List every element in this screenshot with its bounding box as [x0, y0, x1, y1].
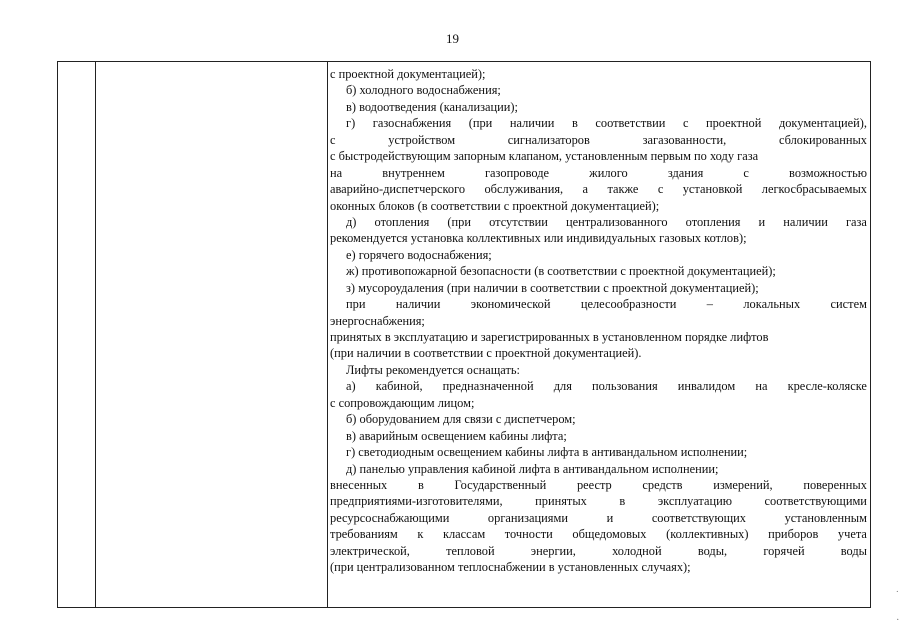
text-segment: с быстродействующим запорным клапаном, установленным первым по ходу газа	[330, 149, 759, 164]
text-line	[330, 230, 867, 246]
text-segment: проектной	[705, 116, 762, 131]
text-segment: г) светодиодным освещением кабины лифта в антивандальном исполнении;	[346, 445, 748, 460]
text-line	[330, 510, 867, 526]
text-segment: принятых в эксплуатацию и зарегистрированных в установленном порядке лифтов	[330, 330, 769, 344]
page-number: 19	[446, 31, 459, 46]
table-column-divider	[95, 61, 96, 608]
text-line	[330, 132, 867, 148]
text-line	[330, 378, 867, 394]
text-segment: для	[553, 379, 572, 394]
text-segment: систем	[830, 297, 867, 312]
text-segment: е) горячего водоснабжения;	[346, 247, 492, 262]
text-segment: при	[346, 297, 366, 312]
text-segment: требованиям	[330, 527, 398, 542]
text-segment: отопления	[374, 214, 430, 229]
table-column-divider	[327, 61, 328, 608]
text-segment: кресле-коляске	[787, 379, 867, 394]
text-segment: с	[682, 116, 689, 131]
text-line	[330, 395, 867, 411]
text-segment: предприятиями-изготовителями,	[330, 494, 503, 509]
text-segment: а)	[346, 379, 356, 394]
text-segment: инвалидом	[677, 379, 736, 394]
text-segment: измерений,	[713, 477, 773, 492]
text-segment: средств	[642, 477, 683, 492]
text-line	[330, 313, 867, 329]
text-segment: обслуживания,	[484, 182, 564, 197]
text-segment: внесенных	[330, 477, 388, 492]
text-segment: ресурсоснабжающими	[330, 510, 450, 525]
text-segment: возможностью	[789, 165, 867, 180]
text-segment: наличии	[395, 297, 441, 312]
text-segment: соответствии	[595, 116, 666, 131]
text-segment: энергоснабжения;	[330, 313, 425, 328]
text-segment: (при централизованном теплоснабжении в установленных случаях);	[330, 560, 691, 575]
text-line	[330, 329, 867, 345]
text-segment: отсутствии	[489, 214, 548, 229]
text-segment: –	[706, 297, 713, 312]
text-segment: установленным	[784, 510, 867, 525]
text-segment: в) водоотведения (канализации);	[346, 99, 518, 114]
text-line	[330, 181, 867, 197]
text-line	[330, 296, 867, 312]
text-segment: Государственный	[454, 477, 547, 492]
text-line	[330, 214, 867, 230]
text-line	[330, 99, 867, 115]
text-segment: ж) противопожарной безопасности (в соответствии с проектной документацией);	[346, 264, 776, 279]
text-segment: воды,	[697, 543, 728, 558]
text-segment: отопления	[685, 214, 741, 229]
text-segment: устройством	[388, 132, 456, 147]
text-line	[330, 559, 867, 575]
text-line	[330, 280, 867, 296]
text-line	[330, 543, 867, 559]
text-segment: сблокированных	[778, 132, 867, 147]
text-segment: (при	[447, 214, 472, 229]
text-segment: а	[582, 182, 589, 197]
text-segment: воды	[840, 543, 867, 558]
margin-mark: .	[896, 612, 899, 623]
text-segment: газоснабжения	[372, 116, 452, 131]
text-segment: газопроводе	[484, 165, 549, 180]
text-segment: и	[606, 510, 614, 525]
text-segment: г)	[346, 116, 356, 131]
text-segment: с	[657, 182, 664, 197]
text-segment: горячей	[763, 543, 805, 558]
text-line	[330, 362, 867, 378]
text-line	[330, 428, 867, 444]
text-segment: на	[755, 379, 768, 394]
text-segment: внутреннем	[382, 165, 445, 180]
text-segment: приборов	[768, 527, 819, 542]
text-segment: (при наличии в соответствии с проектной документацией).	[330, 346, 642, 361]
text-segment: в	[619, 494, 626, 509]
text-line	[330, 263, 867, 279]
text-segment: жилого	[589, 165, 628, 180]
text-segment: кабиной,	[375, 379, 423, 394]
text-segment: общедомовых	[572, 527, 647, 542]
text-segment: локальных	[743, 297, 801, 312]
text-line	[330, 247, 867, 263]
text-segment: пользования	[591, 379, 658, 394]
requirements-text-cell	[330, 66, 867, 576]
text-segment: учета	[837, 527, 867, 542]
text-segment: на	[330, 165, 343, 180]
text-segment: здания	[667, 165, 704, 180]
text-segment: з) мусороудаления (при наличии в соответствии с проектной документацией);	[346, 280, 759, 295]
text-segment: (коллективных)	[666, 527, 749, 542]
text-segment: в	[417, 477, 424, 492]
text-segment: аварийно-диспетчерского	[330, 182, 466, 197]
text-segment: рекомендуется установка коллективных или индивидуальных газовых котлов);	[330, 231, 747, 246]
text-line	[330, 477, 867, 493]
text-segment: также	[607, 182, 639, 197]
text-line	[330, 493, 867, 509]
text-segment: б) оборудованием для связи с диспетчером;	[346, 412, 576, 427]
text-segment: с проектной документацией);	[330, 67, 486, 81]
text-segment: б) холодного водоснабжения;	[346, 83, 501, 98]
text-segment: сигнализаторов	[507, 132, 590, 147]
text-segment: Лифты рекомендуется оснащать:	[346, 362, 520, 377]
text-line	[330, 115, 867, 131]
text-segment: энергии,	[530, 543, 576, 558]
text-line	[330, 345, 867, 361]
text-segment: реестр	[576, 477, 612, 492]
text-segment: с сопровождающим лицом;	[330, 395, 475, 410]
text-segment: в	[571, 116, 578, 131]
text-segment: и	[758, 214, 766, 229]
text-segment: соответствующими	[764, 494, 867, 509]
text-segment: д) панелью управления кабиной лифта в антивандальном исполнении;	[346, 461, 719, 476]
text-line	[330, 444, 867, 460]
text-segment: газа	[845, 214, 867, 229]
text-segment: электрической,	[330, 543, 410, 558]
text-segment: целесообразности	[580, 297, 677, 312]
text-segment: холодной	[612, 543, 662, 558]
text-segment: экономической	[470, 297, 551, 312]
text-line	[330, 461, 867, 477]
text-segment: с	[330, 132, 336, 147]
text-segment: наличии	[509, 116, 555, 131]
text-segment: принятых	[535, 494, 587, 509]
text-segment: классам	[442, 527, 486, 542]
text-segment: наличии	[783, 214, 828, 229]
text-segment: организациями	[487, 510, 568, 525]
text-segment: в) аварийным освещением кабины лифта;	[346, 428, 567, 443]
margin-mark: ˙	[895, 590, 899, 601]
text-line	[330, 82, 867, 98]
text-segment: с	[743, 165, 749, 180]
text-segment: документацией),	[778, 116, 867, 131]
text-line	[330, 148, 867, 164]
text-segment: поверенных	[803, 477, 867, 492]
text-segment: к	[417, 527, 424, 542]
text-segment: д)	[346, 214, 357, 229]
text-line	[330, 165, 867, 181]
text-segment: (при	[468, 116, 493, 131]
text-segment: централизованного	[565, 214, 668, 229]
text-segment: точности	[504, 527, 553, 542]
text-segment: установкой	[682, 182, 743, 197]
text-segment: легкосбрасываемых	[761, 182, 867, 197]
text-line	[330, 198, 867, 214]
text-line	[330, 411, 867, 427]
text-line	[330, 66, 867, 82]
text-segment: эксплуатацию	[657, 494, 732, 509]
text-segment: соответствующих	[651, 510, 746, 525]
text-segment: тепловой	[446, 543, 495, 558]
text-segment: предназначенной	[442, 379, 534, 394]
text-segment: оконных блоков (в соответствии с проектной документацией);	[330, 198, 660, 213]
text-line	[330, 526, 867, 542]
text-segment: загазованности,	[642, 132, 727, 147]
